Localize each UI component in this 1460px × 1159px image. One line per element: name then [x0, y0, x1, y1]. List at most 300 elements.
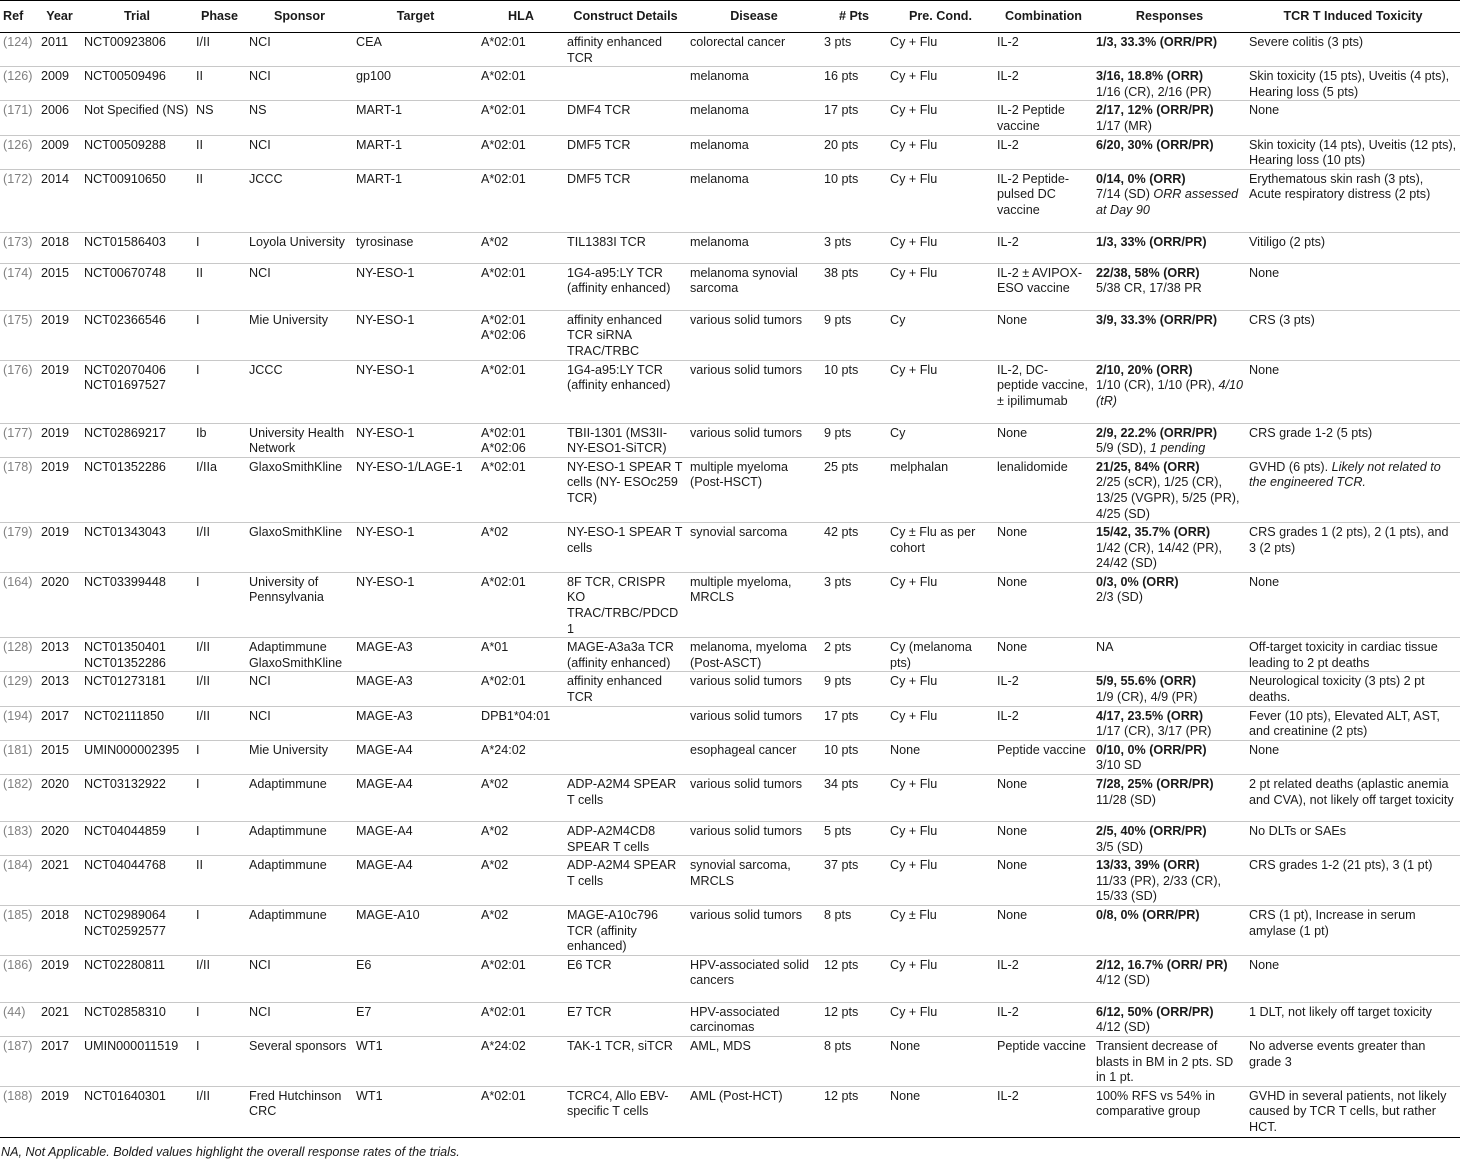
pts-cell: 5 pts — [824, 824, 852, 838]
pts-cell: 25 pts — [824, 459, 859, 474]
combination-cell: IL-2 — [997, 957, 1019, 972]
year-cell: 2017 — [41, 708, 70, 723]
target-cell: CEA — [356, 35, 382, 49]
toxicity-text: No adverse events greater than grade 3 — [1249, 1038, 1426, 1069]
toxicity-cell — [1246, 135, 1460, 169]
column-header: HLA — [478, 1, 564, 33]
column-header: Trial — [81, 1, 193, 33]
response-detail: 3/5 (SD) — [1096, 839, 1143, 854]
pts-cell: 9 pts — [824, 312, 852, 327]
response-detail: 2/3 (SD) — [1096, 590, 1143, 605]
year-cell: 2013 — [41, 640, 70, 655]
hla-cell: A*02 — [481, 858, 509, 873]
construct-cell: TCRC4, Allo EBV- specific T cells — [567, 1088, 669, 1119]
response-rate: 2/9, 22.2% (ORR/PR) — [1096, 425, 1218, 440]
precond-cell: None — [890, 1038, 921, 1053]
combination-cell: IL-2 — [997, 35, 1019, 49]
combination-cell: IL-2 Peptide vaccine — [997, 103, 1065, 133]
precond-cell: Cy + Flu — [890, 1004, 938, 1019]
year-cell: 2019 — [41, 362, 70, 377]
target-cell: MAGE-A3 — [356, 674, 413, 689]
trial-cell: NCT02280811 — [84, 957, 165, 972]
table-row — [0, 310, 1460, 360]
target-cell: MAGE-A4 — [356, 777, 413, 791]
ref-cell: (126) — [3, 69, 33, 84]
responses-cell — [1093, 135, 1246, 169]
responses-cell — [1093, 905, 1246, 955]
combination-cell: IL-2 — [997, 1088, 1019, 1103]
toxicity-cell — [1246, 672, 1460, 706]
ref-cell: (182) — [3, 777, 33, 791]
disease-cell: multiple myeloma, MRCLS — [690, 574, 792, 605]
sponsor-cell: NCI — [249, 708, 271, 723]
disease-cell: AML, MDS — [690, 1038, 751, 1053]
disease-cell: various solid tumors — [690, 312, 802, 327]
construct-cell: TIL1383I TCR — [567, 234, 646, 249]
target-cell: MAGE-A3 — [356, 708, 413, 723]
response-detail: 11/28 (SD) — [1096, 792, 1156, 807]
phase-cell: I/II — [196, 35, 210, 49]
ref-cell: (177) — [3, 425, 33, 440]
target-cell: MART-1 — [356, 137, 402, 152]
toxicity-cell — [1246, 67, 1460, 101]
construct-cell: MAGE-A3a3a TCR (affinity enhanced) — [567, 640, 674, 670]
disease-cell: synovial sarcoma — [690, 525, 788, 540]
pts-cell: 37 pts — [824, 858, 859, 873]
disease-cell: melanoma — [690, 103, 749, 118]
toxicity-text: CRS grades 1 (2 pts), 2 (1 pts), and 3 (2 pts) — [1249, 525, 1449, 555]
table-row — [0, 822, 1460, 856]
construct-cell: E7 TCR — [567, 1004, 612, 1019]
ref-cell: (188) — [3, 1088, 33, 1103]
response-detail: Transient decrease of blasts in BM in 2 pts. SD in 1 pt. — [1096, 1038, 1234, 1085]
pts-cell: 8 pts — [824, 907, 852, 922]
combination-cell: IL-2 — [997, 1004, 1019, 1019]
sponsor-cell: NCI — [249, 957, 271, 972]
ref-cell: (129) — [3, 674, 33, 689]
phase-cell: II — [196, 265, 203, 280]
column-header: TCR T Induced Toxicity — [1246, 1, 1460, 33]
year-cell: 2020 — [41, 824, 70, 838]
toxicity-text: CRS grade 1-2 (5 pts) — [1249, 425, 1373, 440]
ref-cell: (173) — [3, 234, 33, 249]
target-cell: WT1 — [356, 1038, 383, 1053]
target-cell: NY-ESO-1 — [356, 265, 415, 280]
trial-cell: NCT01350401 NCT01352286 — [84, 640, 166, 670]
combination-cell: IL-2, DC- peptide vaccine, ± ipilimumab — [997, 362, 1089, 408]
pts-cell: 10 pts — [824, 362, 859, 377]
combination-cell: None — [997, 312, 1028, 327]
combination-cell: IL-2 — [997, 708, 1019, 723]
precond-cell: melphalan — [890, 459, 949, 474]
year-cell: 2015 — [41, 265, 70, 280]
toxicity-cell — [1246, 905, 1460, 955]
pts-cell: 3 pts — [824, 574, 852, 589]
table-row — [0, 856, 1460, 906]
disease-cell: melanoma synovial sarcoma — [690, 265, 798, 296]
sponsor-cell: University of Pennsylvania — [249, 574, 324, 605]
trial-cell: NCT04044768 — [84, 858, 166, 873]
disease-cell: various solid tumors — [690, 425, 802, 440]
sponsor-cell: University Health Network — [249, 425, 345, 456]
responses-cell — [1093, 706, 1246, 740]
precond-cell: None — [890, 1088, 921, 1103]
toxicity-cell — [1246, 775, 1460, 822]
response-detail: 5/9 (SD), — [1096, 441, 1147, 456]
precond-cell: Cy + Flu — [890, 171, 938, 186]
construct-cell: DMF4 TCR — [567, 103, 631, 118]
toxicity-text: GVHD (6 pts). — [1249, 459, 1329, 474]
hla-cell: A*02:01 — [481, 265, 526, 280]
phase-cell: I — [196, 742, 200, 757]
construct-cell: 8F TCR, CRISPR KO TRAC/TRBC/PDCD1 — [567, 574, 679, 636]
sponsor-cell: JCCC — [249, 362, 283, 377]
response-detail: 100% RFS vs 54% in comparative group — [1096, 1088, 1215, 1119]
precond-cell: Cy + Flu — [890, 35, 938, 49]
pts-cell: 3 pts — [824, 35, 852, 49]
sponsor-cell: NS — [249, 103, 267, 118]
column-header: Responses — [1093, 1, 1246, 33]
toxicity-cell — [1246, 310, 1460, 360]
precond-cell: Cy + Flu — [890, 708, 938, 723]
phase-cell: I/II — [196, 525, 210, 540]
responses-cell — [1093, 572, 1246, 637]
responses-cell — [1093, 775, 1246, 822]
ref-cell: (183) — [3, 824, 33, 838]
trial-cell: NCT01273181 — [84, 674, 166, 689]
ref-cell: (128) — [3, 640, 33, 655]
toxicity-cell — [1246, 955, 1460, 1002]
response-rate: 13/33, 39% (ORR) — [1096, 858, 1200, 873]
phase-cell: I/IIa — [196, 459, 217, 474]
phase-cell: II — [196, 137, 203, 152]
toxicity-cell — [1246, 1002, 1460, 1036]
ref-cell: (186) — [3, 957, 33, 972]
phase-cell: I — [196, 907, 200, 922]
responses-cell — [1093, 1002, 1246, 1036]
trial-cell: NCT00509496 — [84, 69, 166, 84]
table-row — [0, 169, 1460, 232]
target-cell: NY-ESO-1 — [356, 312, 415, 327]
sponsor-cell: NCI — [249, 1004, 271, 1019]
response-detail: 5/38 CR, 17/38 PR — [1096, 281, 1202, 296]
response-detail: 11/33 (PR), 2/33 (CR), 15/33 (SD) — [1096, 873, 1222, 904]
target-cell: tyrosinase — [356, 234, 414, 249]
combination-cell: IL-2 — [997, 674, 1019, 689]
table-row — [0, 523, 1460, 573]
disease-cell: various solid tumors — [690, 362, 802, 377]
construct-cell: ADP-A2M4CD8 SPEAR T cells — [567, 824, 656, 854]
precond-cell: Cy — [890, 312, 906, 327]
toxicity-cell — [1246, 822, 1460, 856]
response-detail: 2/25 (sCR), 1/25 (CR), 13/25 (VGPR), 5/25 (PR), 4/25 (SD) — [1096, 475, 1240, 521]
phase-cell: I — [196, 234, 200, 249]
phase-cell: I — [196, 362, 200, 377]
response-rate: 4/17, 23.5% (ORR) — [1096, 708, 1204, 723]
trial-cell: NCT02869217 — [84, 425, 166, 440]
combination-cell: IL-2 — [997, 137, 1019, 152]
responses-cell — [1093, 1036, 1246, 1086]
year-cell: 2019 — [41, 459, 70, 474]
trial-cell: NCT03399448 — [84, 574, 166, 589]
trial-cell: NCT00670748 — [84, 265, 166, 280]
construct-cell: NY-ESO-1 SPEAR T cells — [567, 525, 683, 555]
ref-cell: (172) — [3, 171, 33, 186]
hla-cell: A*02:01 — [481, 459, 526, 474]
pts-cell: 10 pts — [824, 171, 859, 186]
trial-cell: NCT01586403 — [84, 234, 166, 249]
table-row — [0, 905, 1460, 955]
precond-cell: Cy (melanoma pts) — [890, 640, 972, 670]
disease-cell: melanoma — [690, 69, 749, 84]
construct-cell: NY-ESO-1 SPEAR T cells (NY- ESOc259 TCR) — [567, 459, 683, 505]
table-row — [0, 1002, 1460, 1036]
ref-cell: (44) — [3, 1004, 26, 1019]
hla-cell: A*02:01 A*02:06 — [481, 425, 526, 456]
toxicity-cell — [1246, 169, 1460, 232]
response-detail: 1/9 (CR), 4/9 (PR) — [1096, 690, 1198, 705]
precond-cell: Cy + Flu — [890, 234, 938, 249]
combination-cell: None — [997, 777, 1028, 791]
column-header: Disease — [687, 1, 821, 33]
target-cell: MART-1 — [356, 103, 402, 118]
table-row — [0, 572, 1460, 637]
responses-cell — [1093, 263, 1246, 310]
hla-cell: A*02:01 — [481, 69, 526, 84]
column-header: Pre. Cond. — [887, 1, 994, 33]
responses-cell — [1093, 232, 1246, 263]
hla-cell: A*02:01 — [481, 957, 526, 972]
disease-cell: various solid tumors — [690, 708, 802, 723]
disease-cell: melanoma — [690, 234, 749, 249]
phase-cell: I/II — [196, 708, 210, 723]
toxicity-text: No DLTs or SAEs — [1249, 824, 1347, 838]
table-row — [0, 1086, 1460, 1137]
response-rate: 0/8, 0% (ORR/PR) — [1096, 907, 1200, 922]
toxicity-cell — [1246, 706, 1460, 740]
ref-cell: (181) — [3, 742, 33, 757]
responses-cell — [1093, 856, 1246, 906]
target-cell: E7 — [356, 1004, 372, 1019]
precond-cell: Cy + Flu — [890, 69, 938, 84]
toxicity-text: Skin toxicity (15 pts), Uveitis (4 pts), Hearing loss (5 pts) — [1249, 69, 1450, 99]
responses-cell — [1093, 169, 1246, 232]
target-cell: MAGE-A4 — [356, 858, 413, 873]
column-header: Combination — [994, 1, 1093, 33]
phase-cell: I — [196, 574, 200, 589]
year-cell: 2018 — [41, 907, 70, 922]
table-body — [0, 33, 1460, 1138]
table-row — [0, 775, 1460, 822]
disease-cell: synovial sarcoma, MRCLS — [690, 858, 791, 888]
phase-cell: Ib — [196, 425, 207, 440]
hla-cell: A*02:01 A*02:06 — [481, 312, 526, 343]
phase-cell: I/II — [196, 957, 210, 972]
sponsor-cell: Adaptimmune — [249, 907, 327, 922]
construct-cell — [564, 67, 687, 101]
ref-cell: (176) — [3, 362, 33, 377]
combination-cell: IL-2 ± AVIPOX- ESO vaccine — [997, 265, 1083, 296]
toxicity-text: None — [1249, 574, 1280, 589]
toxicity-cell — [1246, 523, 1460, 573]
construct-cell: E6 TCR — [567, 957, 612, 972]
ref-cell: (124) — [3, 35, 33, 49]
table-row — [0, 1036, 1460, 1086]
response-rate: 1/3, 33% (ORR/PR) — [1096, 234, 1207, 249]
year-cell: 2009 — [41, 69, 70, 84]
disease-cell: melanoma — [690, 171, 749, 186]
trial-cell: NCT02070406 NCT01697527 — [84, 362, 166, 393]
precond-cell: None — [890, 742, 921, 757]
pts-cell: 16 pts — [824, 69, 859, 84]
combination-cell: lenalidomide — [997, 459, 1068, 474]
trial-cell: NCT00923806 — [84, 35, 166, 49]
toxicity-text: None — [1249, 103, 1280, 118]
response-rate: 7/28, 25% (ORR/PR) — [1096, 777, 1214, 791]
trial-cell: NCT01343043 — [84, 525, 166, 540]
precond-cell: Cy + Flu — [890, 103, 938, 118]
ref-cell: (184) — [3, 858, 33, 873]
responses-cell — [1093, 740, 1246, 774]
phase-cell: II — [196, 69, 203, 84]
trial-cell: Not Specified (NS) — [84, 103, 189, 118]
ref-cell: (175) — [3, 312, 33, 327]
construct-cell — [564, 740, 687, 774]
disease-cell: colorectal cancer — [690, 35, 786, 49]
phase-cell: I/II — [196, 1088, 210, 1103]
column-header: Construct Details — [564, 1, 687, 33]
disease-cell: various solid tumors — [690, 674, 802, 689]
pts-cell: 3 pts — [824, 234, 852, 249]
response-rate: 2/10, 20% (ORR) — [1096, 362, 1193, 377]
pts-cell: 34 pts — [824, 777, 859, 791]
responses-cell — [1093, 955, 1246, 1002]
target-cell: MAGE-A10 — [356, 907, 420, 922]
disease-cell: melanoma — [690, 137, 749, 152]
sponsor-cell: NCI — [249, 265, 271, 280]
construct-cell: TBII-1301 (MS3II- NY-ESO1-SiTCR) — [567, 425, 668, 456]
sponsor-cell: Adaptimmune — [249, 858, 327, 873]
phase-cell: I/II — [196, 640, 210, 655]
target-cell: NY-ESO-1 — [356, 525, 415, 540]
pts-cell: 42 pts — [824, 525, 859, 540]
phase-cell: I — [196, 824, 200, 838]
precond-cell: Cy + Flu — [890, 824, 938, 838]
hla-cell: DPB1*04:01 — [481, 708, 551, 723]
table-footnote: NA, Not Applicable. Bolded values highlight the overall response rates of the trials. — [1, 1144, 460, 1159]
responses-cell — [1093, 523, 1246, 573]
responses-cell — [1093, 310, 1246, 360]
responses-cell — [1093, 423, 1246, 457]
trial-cell: UMIN000002395 — [84, 742, 180, 757]
combination-cell: None — [997, 640, 1028, 655]
toxicity-text: Severe colitis (3 pts) — [1249, 35, 1364, 49]
response-note: 4/10 (tR) — [1096, 378, 1243, 408]
target-cell: NY-ESO-1 — [356, 574, 415, 589]
toxicity-cell — [1246, 232, 1460, 263]
hla-cell: A*02 — [481, 234, 509, 249]
responses-cell — [1093, 101, 1246, 135]
toxicity-text: None — [1249, 957, 1280, 972]
response-detail: 1/16 (CR), 2/16 (PR) — [1096, 84, 1212, 99]
ref-cell: (171) — [3, 103, 33, 118]
table-row — [0, 101, 1460, 135]
precond-cell: Cy — [890, 425, 906, 440]
trial-cell: NCT03132922 — [84, 777, 166, 791]
hla-cell: A*02:01 — [481, 1004, 526, 1019]
year-cell: 2019 — [41, 957, 70, 972]
year-cell: 2018 — [41, 234, 70, 249]
hla-cell: A*02 — [481, 907, 509, 922]
phase-cell: I — [196, 1038, 200, 1053]
sponsor-cell: Mie University — [249, 742, 329, 757]
year-cell: 2021 — [41, 1004, 70, 1019]
year-cell: 2011 — [41, 35, 69, 49]
table-row — [0, 263, 1460, 310]
target-cell: MAGE-A4 — [356, 824, 413, 838]
year-cell: 2020 — [41, 574, 70, 589]
toxicity-cell — [1246, 638, 1460, 672]
toxicity-text: Fever (10 pts), Elevated ALT, AST, and creatinine (2 pts) — [1249, 708, 1440, 739]
toxicity-text: None — [1249, 362, 1280, 377]
construct-cell: MAGE-A10c796 TCR (affinity enhanced) — [567, 907, 658, 954]
phase-cell: I — [196, 1004, 200, 1019]
combination-cell: Peptide vaccine — [997, 1038, 1086, 1053]
disease-cell: HPV-associated carcinomas — [690, 1004, 780, 1035]
precond-cell: Cy + Flu — [890, 674, 938, 689]
combination-cell: None — [997, 824, 1028, 838]
pts-cell: 17 pts — [824, 103, 859, 118]
toxicity-cell — [1246, 856, 1460, 906]
column-header: Sponsor — [246, 1, 353, 33]
table-row — [0, 67, 1460, 101]
table-row — [0, 672, 1460, 706]
combination-cell: IL-2 — [997, 234, 1019, 249]
construct-cell: affinity enhanced TCR — [567, 35, 662, 65]
year-cell: 2017 — [41, 1038, 70, 1053]
combination-cell: None — [997, 574, 1028, 589]
precond-cell: Cy + Flu — [890, 777, 938, 791]
hla-cell: A*02:01 — [481, 103, 526, 118]
year-cell: 2021 — [41, 858, 70, 873]
hla-cell: A*02:01 — [481, 1088, 526, 1103]
column-header: Target — [353, 1, 478, 33]
ref-cell: (179) — [3, 525, 33, 540]
response-detail: 4/12 (SD) — [1096, 973, 1150, 988]
column-header: Phase — [193, 1, 246, 33]
hla-cell: A*02 — [481, 824, 509, 838]
ref-cell: (187) — [3, 1038, 33, 1053]
year-cell: 2019 — [41, 312, 70, 327]
disease-cell: multiple myeloma (Post-HSCT) — [690, 459, 788, 490]
response-rate: 1/3, 33.3% (ORR/PR) — [1096, 35, 1218, 49]
disease-cell: various solid tumors — [690, 907, 802, 922]
response-note: ORR assessed at Day 90 — [1096, 187, 1239, 217]
target-cell: NY-ESO-1 — [356, 362, 415, 377]
pts-cell: 12 pts — [824, 957, 859, 972]
toxicity-text: CRS grades 1-2 (21 pts), 3 (1 pt) — [1249, 858, 1433, 873]
toxicity-cell — [1246, 457, 1460, 522]
year-cell: 2019 — [41, 1088, 70, 1103]
toxicity-text: Neurological toxicity (3 pts) 2 pt deaths. — [1249, 674, 1425, 705]
sponsor-cell: Adaptimmune — [249, 777, 327, 791]
construct-cell: 1G4-a95:LY TCR (affinity enhanced) — [567, 265, 671, 296]
response-note: 1 pending — [1149, 441, 1206, 456]
responses-cell — [1093, 822, 1246, 856]
toxicity-text: None — [1249, 742, 1280, 757]
year-cell: 2006 — [41, 103, 70, 118]
phase-cell: I — [196, 777, 200, 791]
